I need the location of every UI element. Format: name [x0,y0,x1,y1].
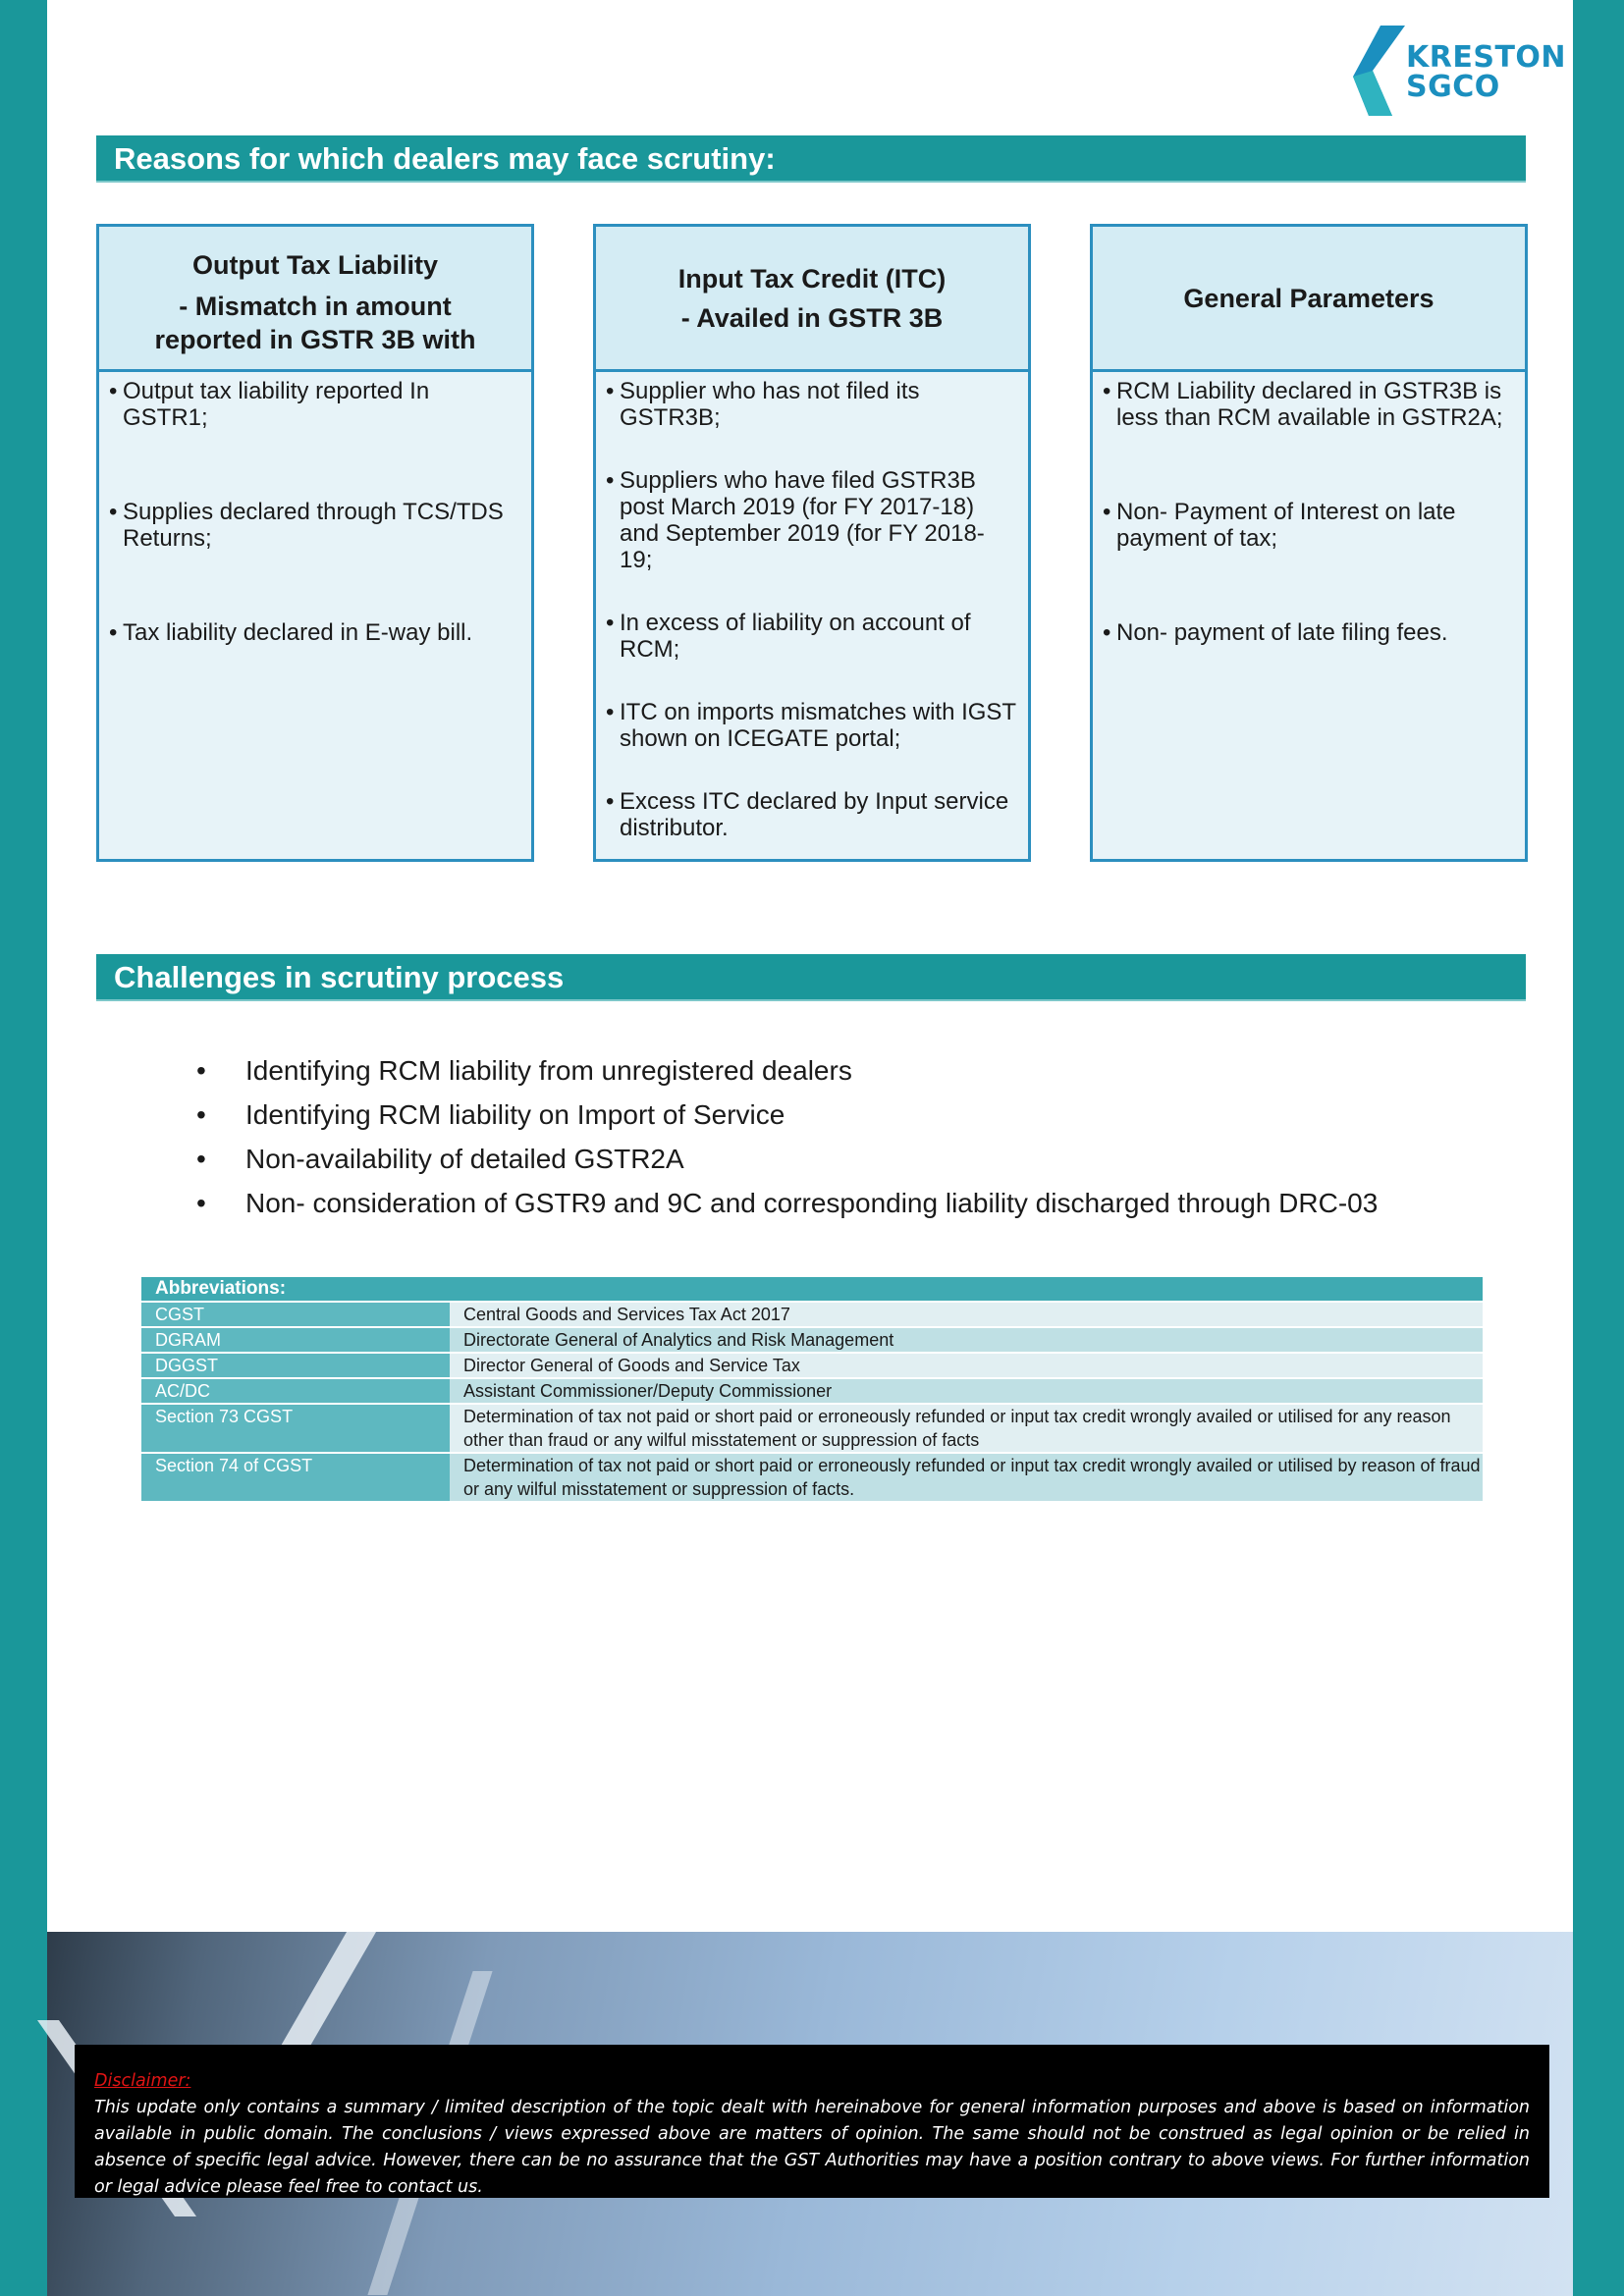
list-item: • Suppliers who have filed GSTR3B post March 2019 (for FY 2017-18) and September 2019 (for FY 2018-19; [606,467,1016,573]
left-border-bar [0,0,47,2296]
table-row [141,1378,1483,1404]
list-item: • Excess ITC declared by Input service distributor. [606,788,1016,841]
challenges-heading: Challenges in scrutiny process [96,954,1526,1001]
abbr-term: AC/DC [141,1378,450,1404]
table-row [141,1404,1483,1453]
list-item: • Supplies declared through TCS/TDS Returns; [109,499,519,552]
right-border-bar [1573,0,1624,2296]
list-item: • Tax liability declared in E-way bill. [109,619,519,646]
disclaimer-text: This update only contains a summary / limited description of the topic dealt with hereinabove for general information purposes and above is based on information available in public domain. The conclusions / views expressed above are matters of opinion. The same should not be construed as legal opinion or be relied in absence of specific legal advice. However, there can be no assurance that the GST Authorities may have a position contrary to above views. For further information or legal advice please feel free to contact us. [94,2098,1530,2197]
output-tax-column [96,224,534,862]
abbr-term: DGRAM [141,1327,450,1353]
column-title-line: Input Tax Credit (ITC) [677,263,947,294]
list-item: • ITC on imports mismatches with IGST shown on ICEGATE portal; [606,699,1016,752]
challenges-list [196,1048,1378,1225]
abbr-meaning: Director General of Goods and Service Tax [450,1353,1483,1378]
abbreviations-table [141,1277,1483,1503]
abbr-meaning: Directorate General of Analytics and Risk Management [450,1327,1483,1353]
disclaimer-title: Disclaimer: [94,2071,191,2091]
abbr-term: DGGST [141,1353,450,1378]
column-header [1093,227,1525,372]
abbr-meaning: Central Goods and Services Tax Act 2017 [450,1302,1483,1327]
list-item: • Non- payment of late filing fees. [1103,619,1513,646]
list-item: • RCM Liability declared in GSTR3B is less than RCM available in GSTR2A; [1103,378,1513,431]
list-item: • Non-availability of detailed GSTR2A [196,1137,1378,1181]
general-parameters-column [1090,224,1528,862]
table-row [141,1327,1483,1353]
list-item: • In excess of liability on account of RCM; [606,610,1016,663]
kreston-sgco-logo [1351,26,1567,124]
column-title-line: reported in GSTR 3B with [154,324,476,354]
list-item: • Non- consideration of GSTR9 and 9C and corresponding liability discharged through DRC-03 [196,1181,1378,1225]
logo-line2: SGCO [1406,70,1500,104]
abbr-meaning: Determination of tax not paid or short paid or erroneously refunded or input tax credit wrongly availed or utilised for any reason other than fraud or any wilful misstatement or suppression of facts [450,1404,1483,1453]
abbr-term: Section 73 CGST [141,1404,450,1453]
abbreviations-heading: Abbreviations: [141,1277,1483,1302]
abbr-meaning: Determination of tax not paid or short paid or erroneously refunded or input tax credit wrongly availed or utilised by reason of fraud or any wilful misstatement or suppression of facts. [450,1453,1483,1502]
column-header [99,227,531,372]
logo-line1: KRESTON [1406,40,1567,75]
list-item: • Supplier who has not filed its GSTR3B; [606,378,1016,431]
disclaimer-box [75,2045,1549,2198]
kreston-chevron-icon [1351,26,1410,124]
input-tax-credit-column [593,224,1031,862]
abbr-meaning: Assistant Commissioner/Deputy Commissioner [450,1378,1483,1404]
list-item: • Identifying RCM liability from unregistered dealers [196,1048,1378,1093]
list-item: • Output tax liability reported In GSTR1; [109,378,519,431]
list-item: • Identifying RCM liability on Import of Service [196,1093,1378,1137]
table-row [141,1353,1483,1378]
column-title-line: Output Tax Liability [191,249,438,280]
column-title-line: - Availed in GSTR 3B [680,302,944,333]
column-title-line: - Mismatch in amount [179,291,452,321]
column-header [596,227,1028,372]
abbr-term: Section 74 of CGST [141,1453,450,1502]
table-header-row [141,1277,1483,1302]
list-item: • Non- Payment of Interest on late payment of tax; [1103,499,1513,552]
column-title-line: General Parameters [1183,283,1435,313]
table-row [141,1453,1483,1502]
table-row [141,1302,1483,1327]
abbr-term: CGST [141,1302,450,1327]
reasons-heading: Reasons for which dealers may face scrutiny: [96,135,1526,183]
